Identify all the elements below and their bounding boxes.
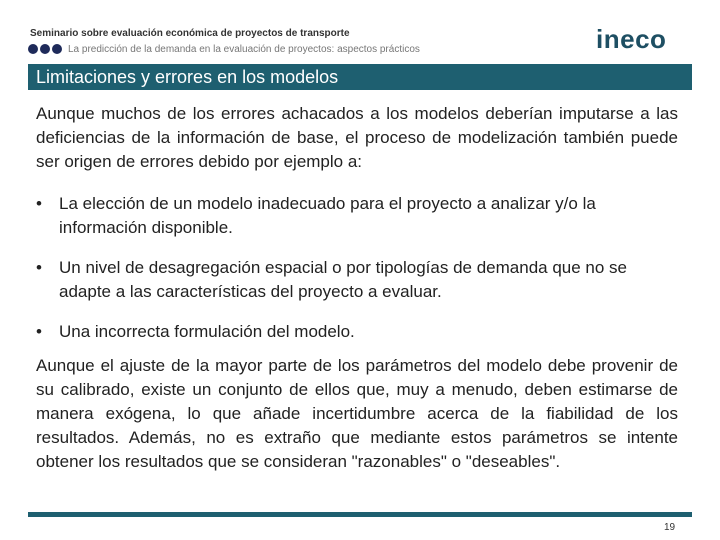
list-item — [36, 256, 678, 304]
list-item — [36, 320, 678, 344]
presentation-subtitle: La predicción de la demanda en la evaluación de proyectos: aspectos prácticos — [68, 44, 420, 55]
seminar-title: Seminario sobre evaluación económica de proyectos de transporte — [30, 28, 350, 39]
bullet-text: La elección de un modelo inadecuado para el proyecto a analizar y/o la información disponible. — [59, 194, 596, 237]
closing-paragraph: Aunque el ajuste de la mayor parte de los parámetros del modelo debe provenir de su calibrado, existe un conjunto de ellos que, muy a menudo, deben estimarse de manera exógena, lo que añade incertidumbre acerca de la fiabilidad de los resultados. Además, no es extraño que mediante estos parámetros se intente obtener los resultados que se consideran "razonables" o "deseables". — [36, 356, 678, 471]
dot-icon — [40, 44, 50, 54]
list-item — [36, 192, 678, 240]
footer-bar — [28, 512, 692, 517]
header-dots — [28, 44, 62, 54]
ineco-logo: ineco — [596, 24, 667, 54]
bullet-list — [36, 192, 678, 360]
bullet-text: Un nivel de desagregación espacial o por tipologías de demanda que no se adapte a las características del proyecto a evaluar. — [59, 258, 628, 301]
dot-icon — [28, 44, 38, 54]
bullet-text: Una incorrecta formulación del modelo. — [59, 322, 355, 341]
intro-paragraph: Aunque muchos de los errores achacados a los modelos deberían imputarse a las deficiencias de la información de base, el proceso de modelización también puede ser origen de errores debido por ejemplo a: — [36, 104, 678, 171]
dot-icon — [52, 44, 62, 54]
slide-title: Limitaciones y errores en los modelos — [36, 67, 339, 87]
title-banner — [28, 64, 692, 90]
bullet-icon: • — [36, 194, 42, 213]
page-number: 19 — [664, 522, 676, 533]
bullet-icon: • — [36, 258, 42, 277]
bullet-icon: • — [36, 322, 42, 341]
